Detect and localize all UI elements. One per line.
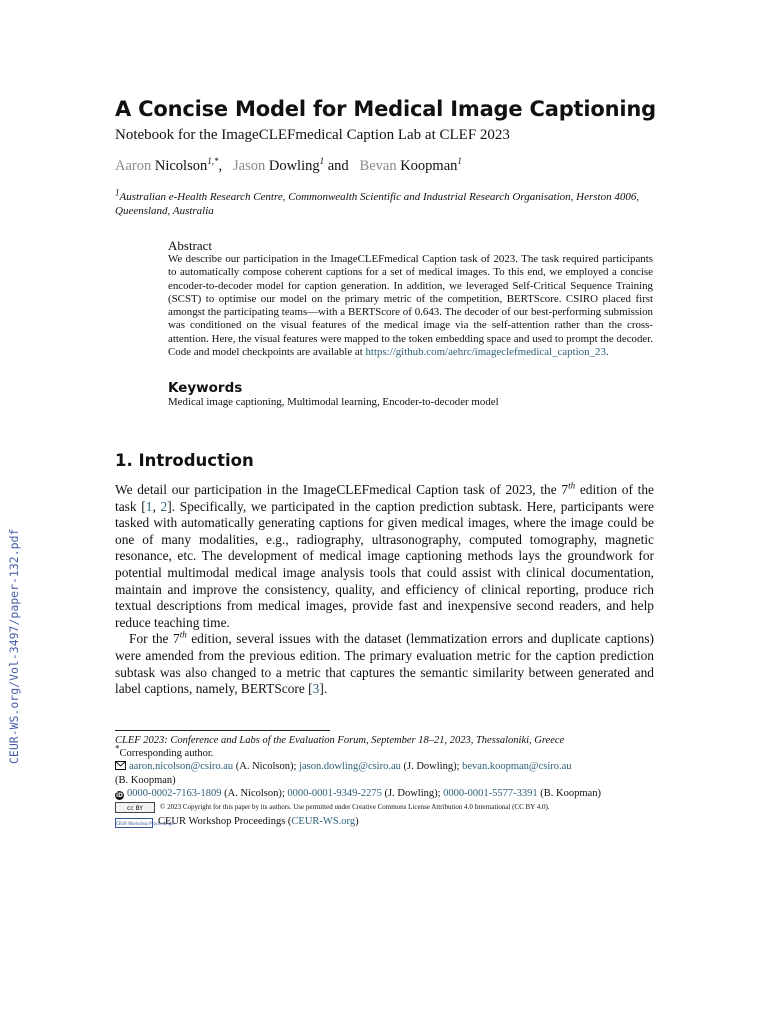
keywords-heading: Keywords — [168, 380, 243, 396]
citation-link[interactable]: 2 — [160, 498, 168, 514]
email-link[interactable]: bevan.koopman@csiro.au — [462, 761, 572, 773]
author: Bevan Koopman$^1$ — [359, 156, 462, 174]
copyright-line: cc BY © 2023 Copyright for this paper by its authors. Use permitted under Creative Commons License Attribution 4.0 International (CC BY 4.0). — [115, 800, 655, 814]
author-list — [115, 158, 462, 175]
paper-subtitle: Notebook for the ImageCLEFmedical Caption Lab at CLEF 2023 — [115, 127, 510, 143]
email-link[interactable]: jason.dowling@csiro.au — [299, 761, 401, 773]
orcid-icon: iD — [115, 792, 124, 800]
corresponding-note: *Corresponding author. — [115, 743, 214, 760]
orcid-link[interactable]: 0000-0002-7163-1809 — [127, 788, 222, 800]
citation-link[interactable]: 3 — [312, 681, 320, 697]
author: Aaron Nicolson$^{1,*}$, — [115, 156, 230, 174]
conference-note: CLEF 2023: Conference and Labs of the Evaluation Forum, September 18–21, 2023, Thessaloniki, Greece — [115, 735, 565, 746]
creative-commons-badge-icon: cc BY — [115, 802, 155, 813]
abstract-heading: Abstract — [168, 238, 213, 253]
paragraph: For the 7th edition, several issues with the dataset (lemmatization errors and duplicate captions) were amended from the previous edition. The primary evaluation metric for the caption prediction subtask was also changed to a metric that captures the semantic similarity between generated and label captions, namely, BERTScore [3]. — [115, 629, 654, 697]
ceur-line: CEUR Workshop ProceedingsCEUR Workshop Proceedings (CEUR-WS.org) — [116, 815, 359, 827]
author: Jason Dowling$^1$ and — [232, 156, 356, 174]
citation-link[interactable]: 1 — [145, 498, 153, 514]
orcid-link[interactable]: 0000-0001-9349-2275 — [287, 788, 382, 800]
orcid-line: iD 0000-0002-7163-1809 (A. Nicolson); 0000-0001-9349-2275 (J. Dowling); 0000-0001-5577-3391 (B. Koopman) — [115, 788, 601, 800]
keywords-text: Medical image captioning, Multimodal learning, Encoder-to-decoder model — [168, 396, 499, 408]
footnotes — [115, 734, 655, 828]
email-line-tail: (B. Koopman) — [115, 775, 176, 787]
orcid-link[interactable]: 0000-0001-5577-3391 — [443, 788, 538, 800]
affiliation: $^1$Australian e-Health Research Centre, Commonwealth Scientific and Industrial Research Organisation, Herston 4006, Queensland, Australia — [115, 187, 640, 217]
side-identifier[interactable]: CEUR-WS.org/Vol-3497/paper-132.pdf — [7, 528, 21, 764]
introduction-body — [115, 482, 654, 698]
ceur-link[interactable]: CEUR-WS.org — [291, 815, 356, 827]
paper-title: A Concise Model for Medical Image Captioning — [115, 97, 656, 121]
abstract-text: We describe our participation in the ImageCLEFmedical Caption task of 2023. The task required participants to automatically compose coherent captions for a set of medical images. To this end, we employed a concise encoder-to-decoder model for caption generation. In addition, we leveraged Self-Critical Sequence Training (SCST) to optimise our model on the primary metric of the competition, BERTScore. CSIRO placed first amongst the participating teams—with a BERTScore of 0.643. The decoder of our best-performing submission was conditioned on the visual features of the medical image via the self-attention rather than the cross-attention. Here, the visual features were mapped to the token embedding space and used to prompt the decoder. Code and model checkpoints are available at https://github.com/aehrc/imageclefmedical_caption_23. — [168, 253, 653, 359]
envelope-icon — [115, 761, 126, 774]
ceur-logo-icon: CEUR Workshop Proceedings — [115, 818, 153, 828]
email-link[interactable]: aaron.nicolson@csiro.au — [129, 761, 234, 773]
paragraph: We detail our participation in the ImageCLEFmedical Caption task of 2023, the 7th edition of the task [1, 2]. Specifically, we participated in the caption prediction subtask. Here, participants were tasked with automatically generating captions for given medical images, where the image could be one of many modalities, e.g., radiography, ultrasonography, computed tomography, magnetic resonance, etc. The development of medical image captioning methods lays the groundwork for potential multimodal medical image analysis tools that could assist with clinical documentation, maintain and improve the consistency, quality, and efficiency of clinical reporting, produce rich textual descriptions from medical images, provide fast and inexpensive second readers, and help reduce teaching time. — [115, 480, 654, 630]
footnote-divider — [115, 730, 330, 731]
email-line: aaron.nicolson@csiro.au (A. Nicolson); jason.dowling@csiro.au (J. Dowling); bevan.koopman@csiro.au — [115, 760, 655, 774]
code-link[interactable]: https://github.com/aehrc/imageclefmedical_caption_23 — [365, 346, 606, 359]
section-heading-introduction: 1. Introduction — [115, 451, 254, 470]
